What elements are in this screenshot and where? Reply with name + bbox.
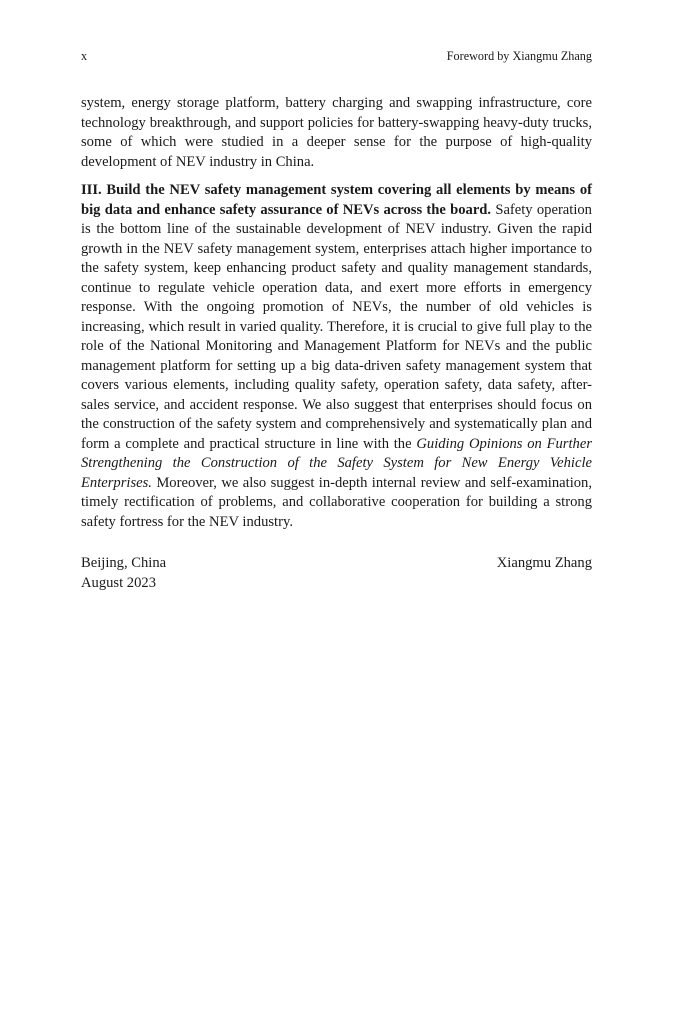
signoff-date: August 2023 <box>81 574 156 591</box>
paragraph-2 <box>81 181 592 532</box>
signoff-place: Beijing, China <box>81 555 167 571</box>
paragraph-1: system, energy storage platform, battery charging and swapping infrastructure, core technology breakthrough, and support policies for battery-swapping heavy-duty trucks, some of which were studied in a deeper sense for the purpose of high-quality development of NEV industry in China. <box>81 95 592 170</box>
section-heading-iii: III. Build the NEV safety management system covering all elements by means of big data and enhance safety assurance of NEVs across the board. <box>81 182 592 218</box>
guiding-opinions-title: Guiding Opinions on Further Strengthening the Construction of the Safety System for New Energy Vehicle Enterprises. <box>81 435 592 491</box>
page-number: x <box>81 49 88 63</box>
signoff-block <box>81 554 592 593</box>
document-page <box>81 48 592 593</box>
paragraph-2-text-b: Moreover, we also suggest in-depth internal review and self-examination, timely rectification of problems, and collaborative cooperation for building a strong safety fortress for the NEV industry. <box>81 474 592 530</box>
signoff-author: Xiangmu Zhang <box>496 555 592 571</box>
running-title: Foreword by Xiangmu Zhang <box>446 49 592 63</box>
running-header <box>81 48 592 64</box>
paragraph-2-text-a: Safety operation is the bottom line of the sustainable development of NEV industry. Given the rapid growth in the NEV safety management system, enterprises attach higher importance to the safety system, keep enhancing product safety and quality management standards, continue to regulate vehicle operation data, and exert more efforts in emergency response. With the ongoing promotion of NEVs, the number of old vehicles is increasing, which result in varied quality. Therefore, it is crucial to give full play to the role of the National Monitoring and Management Platform for NEVs and the public management platform for setting up a big data-driven safety management system that covers various elements, including quality safety, operation safety, data safety, after-sales service, and accident response. We also suggest that enterprises should focus on the construction of the safety system and comprehensively and systematically plan and form a complete and practical structure in line with the <box>81 201 592 452</box>
